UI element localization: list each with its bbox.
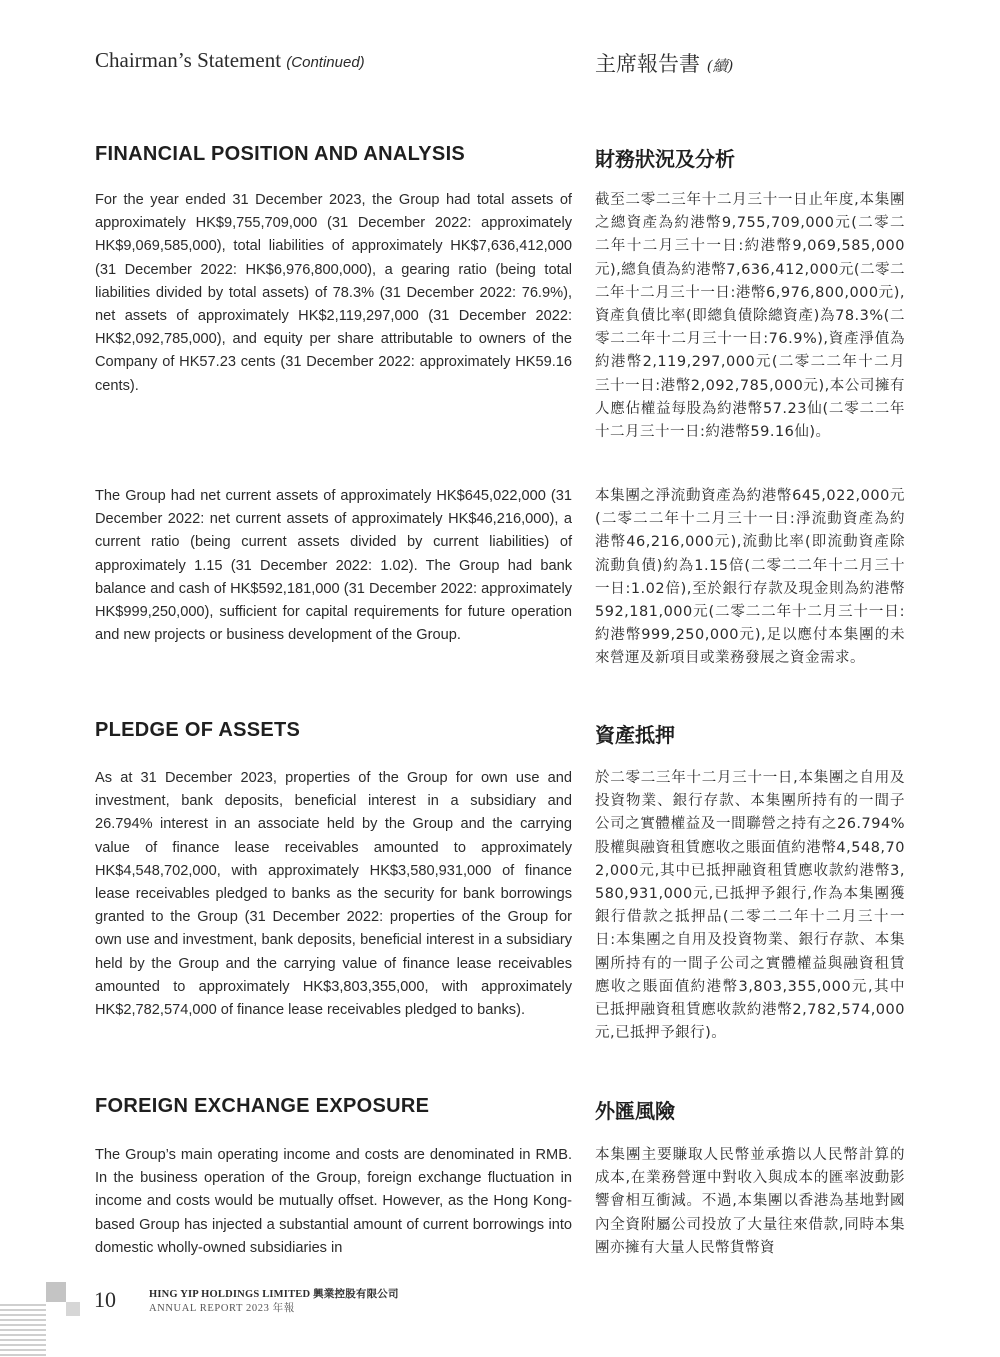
heading-financial-position-zh: 財務狀況及分析	[595, 147, 735, 171]
footer-decorative-squares	[0, 1280, 82, 1357]
decor-square-small	[66, 1302, 80, 1316]
page-number: 10	[94, 1287, 116, 1312]
footer-report-title: ANNUAL REPORT 2023 年報	[149, 1303, 295, 1314]
heading-foreign-exchange-en: FOREIGN EXCHANGE EXPOSURE	[95, 1095, 430, 1117]
financial-paragraph-1-zh: 截至二零二三年十二月三十一日止年度,本集團之總資產為約港幣9,755,709,000元(二零二二年十二月三十一日:約港幣9,069,585,000元),總負債為約港幣7,636,412,000元(二零二二年十二月三十一日:港幣6,976,800,000元),資產負債比率(即總負債除總資產)為78.3%(二零二二年十二月三十一日:76.9%),資產淨值為約港幣2,119,297,000元(二零二二年十二月三十一日:港幣2,092,785,000元),本公司擁有人應佔權益每股為約港幣57.23仙(二零二二年十二月三十一日:約港幣59.16仙)。	[595, 192, 906, 441]
header-continued-en: (Continued)	[286, 54, 365, 71]
header-title-en: Chairman’s Statement	[95, 48, 282, 72]
header-title-zh: 主席報告書	[595, 52, 700, 76]
pledge-paragraph-en: As at 31 December 2023, properties of the Group for own use and investment, bank deposits, beneficial interest in a subsidiary and 26.794% interest in an associate held by the Group and the carrying value of finance lease receivables amounted to approximately HK$4,548,702,000, with approximately HK$3,580,931,000 of finance lease receivables pledged to banks as the security for bank borrowings granted to the Group (31 December 2022: properties of the Group for own use and investment, bank deposits, beneficial interest in a subsidiary held by the Group and the carrying value of finance lease receivables amounted to approximately HK$3,803,355,000, with approximately HK$2,782,574,000 of finance lease receivables pledged to banks).	[95, 770, 572, 1019]
forex-paragraph-en: The Group’s main operating income and costs are denominated in RMB. In the business operation of the Group, foreign exchange fluctuation in income and costs would be mutually offset. However, as the Hong Kong-based Group has injected a substantial amount of current borrowings into domestic wholly-owned subsidiaries in	[95, 1147, 572, 1256]
running-header-chinese	[595, 48, 733, 78]
financial-paragraph-2-en: The Group had net current assets of approximately HK$645,022,000 (31 December 2022: net current assets of approximately HK$46,216,000), a current ratio (being current assets divided by current liabilities) of approximately 1.15 (31 December 2022: 1.02). The Group had bank balance and cash of HK$592,181,000 (31 December 2022: approximately HK$999,250,000), sufficient for capital requirements for future operation and new projects or business development of the Group.	[95, 488, 572, 644]
financial-paragraph-1-en: For the year ended 31 December 2023, the Group had total assets of approximately HK$9,755,709,000 (31 December 2022: approximately HK$9,069,585,000), total liabilities of approximately HK$7,636,412,000 (31 December 2022: HK$6,976,800,000), a gearing ratio (being total liabilities divided by total assets) of 78.3% (31 December 2022: 76.9%), net assets of approximately HK$2,119,297,000 (31 December 2022: HK$2,092,785,000), and equity per share attributable to owners of the Company of HK57.23 cents (31 December 2022: approximately HK59.16 cents).	[95, 192, 572, 394]
heading-pledge-of-assets-en: PLEDGE OF ASSETS	[95, 719, 301, 741]
running-header-english	[95, 48, 365, 73]
heading-financial-position-en: FINANCIAL POSITION AND ANALYSIS	[95, 143, 466, 165]
heading-foreign-exchange-zh: 外匯風險	[595, 1099, 675, 1123]
forex-paragraph-zh: 本集團主要賺取人民幣並承擔以人民幣計算的成本,在業務營運中對收入與成本的匯率波動影響會相互衝減。不過,本集團以香港為基地對國內全資附屬公司投放了大量往來借款,同時本集團亦擁有大量人民幣貨幣資	[595, 1147, 905, 1256]
financial-paragraph-2-zh: 本集團之淨流動資產為約港幣645,022,000元(二零二二年十二月三十一日:淨流動資產為約港幣46,216,000元),流動比率(即流動資產除流動負債)約為1.15倍(二零二二年十二月三十一日:1.02倍),至於銀行存款及現金則為約港幣592,181,000元(二零二二年十二月三十一日:約港幣999,250,000元),足以應付本集團的未來營運及新項目或業務發展之資金需求。	[595, 488, 905, 667]
decor-stripes	[0, 1304, 46, 1357]
heading-pledge-of-assets-zh: 資產抵押	[595, 723, 675, 747]
header-continued-zh: (續)	[706, 57, 734, 75]
footer-company-name: HING YIP HOLDINGS LIMITED 興業控股有限公司	[149, 1289, 399, 1300]
pledge-paragraph-zh: 於二零二三年十二月三十一日,本集團之自用及投資物業、銀行存款、本集團所持有的一間子公司之實體權益及一間聯營之持有之26.794%股權與融資租賃應收之賬面值約港幣4,548,702,000元,其中已抵押融資租賃應收款約港幣3,580,931,000元,已抵押予銀行,作為本集團獲銀行借款之抵押品(二零二二年十二月三十一日:本集團之自用及投資物業、銀行存款、本集團所持有的一間子公司之實體權益與融資租賃應收之賬面值約港幣3,803,355,000元,其中已抵押融資租賃應收款約港幣2,782,574,000元,已抵押予銀行)。	[595, 770, 905, 1042]
decor-square-large	[46, 1282, 66, 1302]
